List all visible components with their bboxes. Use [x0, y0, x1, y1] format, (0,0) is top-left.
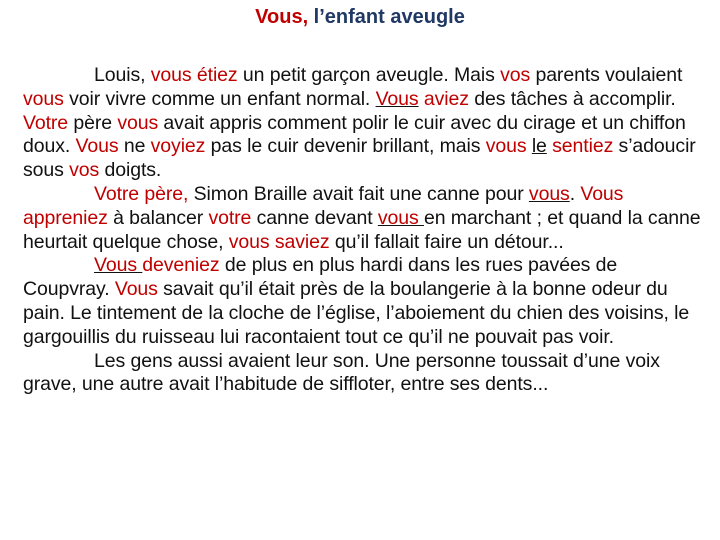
text-segment: père — [68, 111, 118, 134]
text-segment: . — [569, 182, 581, 205]
highlighted-word: vous — [228, 230, 270, 253]
highlighted-word: sentiez — [552, 135, 614, 158]
text-segment: un petit garçon aveugle. Mais — [237, 64, 501, 86]
highlighted-word: Vous — [580, 182, 624, 205]
document-title — [0, 3, 720, 31]
highlighted-word: Vous — [75, 135, 119, 158]
highlighted-word: vous — [150, 64, 192, 86]
story-text — [23, 64, 707, 397]
text-segment: Les gens aussi avaient leur son. Une personne toussait d’une voix grave, une autre avait l’habitude de siffloter, entre ses dents... — [23, 349, 660, 396]
paragraph — [23, 254, 707, 349]
paragraph — [23, 183, 707, 254]
text-segment: en marchant ; et quand la canne heurtait quelque chose, — [23, 206, 701, 253]
text-segment: qu’il fallait faire un détour... — [329, 230, 564, 253]
text-segment: voir vivre comme un enfant normal. — [63, 87, 376, 110]
highlighted-word: Votre — [23, 111, 69, 134]
highlighted-word: vous — [117, 111, 159, 134]
highlighted-word: Vous — [94, 254, 143, 277]
highlighted-word: voyiez — [150, 135, 206, 158]
highlighted-word: vous — [377, 206, 424, 229]
text-segment: parents voulaient — [530, 64, 683, 86]
text-segment: doigts. — [99, 159, 162, 182]
highlighted-word: vous — [485, 135, 527, 158]
highlighted-word: Vous — [375, 87, 419, 110]
highlighted-word: vos — [500, 64, 531, 86]
highlighted-word: Vous — [114, 278, 158, 301]
paragraph — [23, 350, 707, 398]
highlighted-word: appreniez — [23, 206, 108, 229]
text-segment: de plus en plus hardi dans les rues pavées de Coupvray. — [23, 254, 618, 301]
highlighted-word: aviez — [423, 87, 469, 110]
paragraph — [23, 64, 707, 183]
text-segment: avait appris comment polir le cuir avec du cirage et un chiffon doux. — [23, 111, 686, 158]
title-highlight: Vous, — [255, 6, 309, 28]
highlighted-word: étiez — [196, 64, 238, 86]
text-segment: Simon Braille avait fait une canne pour — [193, 182, 529, 205]
text-segment: des tâches à accomplir. — [468, 87, 676, 110]
text-segment: à balancer — [107, 206, 209, 229]
title-rest: l’enfant aveugle — [308, 6, 465, 28]
text-segment: le — [531, 135, 547, 158]
highlighted-word: votre — [208, 206, 252, 229]
highlighted-word: saviez — [274, 230, 330, 253]
text-segment: savait qu’il était près de la boulangerie à la bonne odeur du pain. Le tintement de la cloche de l’église, l’aboiement du chien des voisins, le gargouillis du ruisseau lui racontaient tout ce qu’il ne pouvait pas voir. — [23, 278, 690, 348]
highlighted-word: vos — [69, 159, 100, 182]
text-segment: canne devant — [251, 206, 378, 229]
highlighted-word: vous — [528, 182, 570, 205]
text-segment: ne — [118, 135, 151, 158]
text-segment: Louis, — [94, 64, 151, 86]
highlighted-word: Votre — [94, 182, 140, 205]
highlighted-word: père, — [139, 182, 194, 205]
text-segment: s’adoucir sous — [23, 135, 696, 182]
highlighted-word: vous — [23, 87, 64, 110]
text-segment: pas le cuir devenir brillant, mais — [205, 135, 486, 158]
highlighted-word: deveniez — [142, 254, 220, 277]
